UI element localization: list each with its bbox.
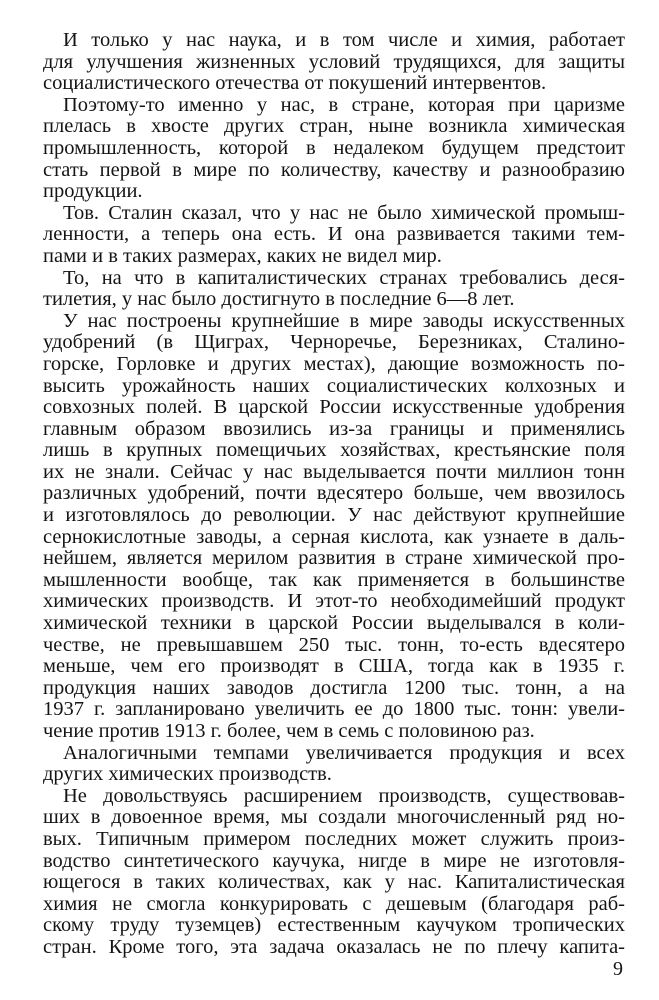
paragraph xyxy=(43,30,625,95)
page-number: 9 xyxy=(613,958,623,980)
text-line: различных удобрений, почти вдесятеро больше, чем ввозилось xyxy=(43,482,625,505)
text-line: удобрений (в Щиграх, Черноречье, Березниках, Сталино- xyxy=(43,331,625,354)
text-line: продукция наших заводов достигла 1200 тыс. тонн, а на xyxy=(43,676,625,699)
text-line: ленности, а теперь она есть. И она развивается такими тем- xyxy=(43,223,625,246)
text-line: химия не смогла конкурировать с дешевым (благодаря раб- xyxy=(43,892,625,915)
text-line: Аналогичными темпами увеличивается продукция и всех xyxy=(63,741,625,764)
text-line: чение против 1913 г. более, чем в семь с половиною раз. xyxy=(43,720,535,742)
text-line: стать первой в мире по количеству, качеству и разнообразию xyxy=(43,158,625,181)
text-line: Тов. Сталин сказал, что у нас не было химической промыш- xyxy=(63,201,625,224)
text-line: сернокислотные заводы, а серная кислота, как узнаете в даль- xyxy=(43,525,625,548)
text-line: нейшем, является мерилом развития в стране химической про- xyxy=(43,547,625,570)
text-line: И только у нас наука, и в том числе и химия, работает xyxy=(63,29,625,51)
text-line: их не знали. Сейчас у нас выделывается почти миллион тонн xyxy=(43,460,625,483)
text-line: социалистического отечества от покушений интервентов. xyxy=(43,72,547,95)
text-line: продукции. xyxy=(43,180,143,203)
text-line: честве, не превышавшем 250 тыс. тонн, то-есть вдесятеро xyxy=(43,633,625,656)
text-line: главным образом ввозились из-за границы и применялись xyxy=(43,417,625,440)
page-body xyxy=(43,30,625,959)
text-line: мышленности вообще, так как применяется в большинстве xyxy=(43,568,625,591)
text-line: скому труду туземцев) естественным каучуком тропических xyxy=(43,914,625,937)
text-line: других химических производств. xyxy=(43,763,332,786)
text-line: промышленность, которой в недалеком будущем предстоит xyxy=(43,136,625,159)
paragraph xyxy=(43,786,625,959)
text-line: ющегося в таких количествах, как у нас. Капиталистическая xyxy=(43,871,625,894)
text-line: водство синтетического каучука, нигде в мире не изготовля- xyxy=(43,849,625,872)
paragraph xyxy=(43,95,625,203)
text-line: плелась в хвосте других стран, ныне возникла химическая xyxy=(43,115,625,138)
paragraph xyxy=(43,311,625,743)
text-line: Не довольствуясь расширением производств, существовав- xyxy=(63,784,625,807)
text-line: У нас построены крупнейшие в мире заводы искусственных xyxy=(63,309,625,332)
text-line: химической техники в царской России выделывался в коли- xyxy=(43,612,625,635)
text-line: химических производств. И этот-то необходимейший продукт xyxy=(43,590,625,613)
text-line: меньше, чем его производят в США, тогда как в 1935 г. xyxy=(43,655,625,678)
paragraph xyxy=(43,743,625,786)
text-line: и изготовлялось до революции. У нас действуют крупнейшие xyxy=(43,504,625,527)
text-line: лишь в крупных помещичьих хозяйствах, крестьянские поля xyxy=(43,439,625,462)
text-line: стран. Кроме того, эта задача оказалась не по плечу капита- xyxy=(43,935,625,958)
text-line: совхозных полей. В царской России искусственные удобрения xyxy=(43,396,625,419)
text-line: высить урожайность наших социалистических колхозных и xyxy=(43,374,625,397)
text-line: пами и в таких размерах, каких не видел мир. xyxy=(43,244,442,267)
text-line: ших в довоенное время, мы создали многочисленный ряд но- xyxy=(43,806,625,829)
text-line: горске, Горловке и других местах), дающие возможность по- xyxy=(43,352,625,375)
text-line: тилетия, у нас было достигнуто в последние 6—8 лет. xyxy=(43,288,515,311)
paragraph xyxy=(43,203,625,268)
text-line: 1937 г. запланировано увеличить ее до 1800 тыс. тонн: увели- xyxy=(43,698,625,721)
text-line: для улучшения жизненных условий трудящихся, для защиты xyxy=(43,50,625,73)
text-line: Поэтому-то именно у нас, в стране, которая при царизме xyxy=(63,93,625,116)
text-line: вых. Типичным примером последних может служить произ- xyxy=(43,827,625,850)
text-line: То, на что в капиталистических странах требовались деся- xyxy=(63,266,625,289)
paragraph xyxy=(43,268,625,311)
